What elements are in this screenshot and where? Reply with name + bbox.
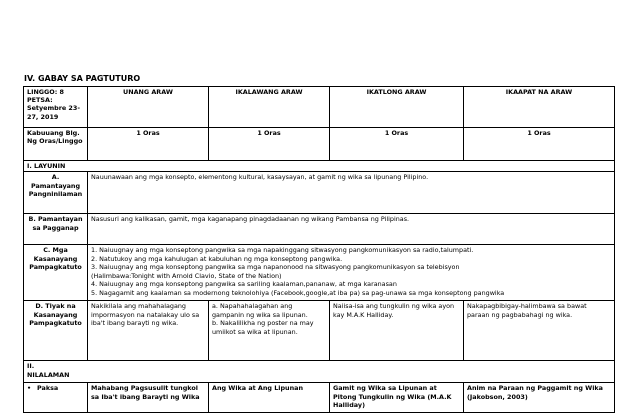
section-title: IV. GABAY SA PAGTUTURO: [24, 74, 141, 83]
date-label: PETSA:: [27, 96, 53, 105]
tiyak-day-2-item-b: b. Nakalilikha ng poster na may umiikot sa wika at lipunan.: [212, 319, 314, 336]
layunin-heading-row: [24, 161, 615, 172]
day-header-2: IKALAWANG ARAW: [209, 87, 330, 128]
week-date-cell: [24, 87, 88, 128]
nilalaman-heading-text: II. NILALAMAN: [27, 362, 70, 379]
date-value: Setyembre 23-27, 2019: [27, 104, 80, 121]
paksa-day-4: Anim na Paraan ng Paggamit ng Wika (Jakobson, 2003): [464, 383, 615, 413]
pamantayang-pangnilalaman-text: Nauunawaan ang mga konsepto, elementong kultural, kasaysayan, at gamit ng wika sa lipunang Pilipino.: [88, 172, 615, 214]
tiyak-day-4: Nakapagbibigay-halimbawa sa bawat paraan ng pagbabahagi ng wika.: [464, 301, 615, 361]
pamantayan-sa-pagganap-row: [24, 214, 615, 245]
day-header-4: IKAAPAT NA ARAW: [464, 87, 615, 128]
paksa-day-2: Ang Wika at Ang Lipunan: [209, 383, 330, 413]
tiyak-day-3: Naiisa-isa ang tungkulin ng wika ayon kay M.A.K Halliday.: [330, 301, 464, 361]
pamantayan-sa-pagganap-label: B. Pamantayan sa Pagganap: [24, 214, 88, 245]
paksa-row: [24, 383, 615, 413]
pamantayang-pangnilalaman-label: A. Pamantayang Pangninilaman: [24, 172, 88, 214]
hours-day-2: 1 Oras: [209, 128, 330, 161]
pamantayan-sa-pagganap-text: Nasusuri ang kalikasan, gamit, mga kaganapang pinagdadaanan ng wikang Pambansa ng Pilipinas.: [88, 214, 615, 245]
tiyak-na-kasanayan-label: D. Tiyak na Kasanayang Pampagkatuto: [24, 301, 88, 361]
paksa-label: Paksa: [37, 384, 59, 393]
nilalaman-heading-row: [24, 361, 615, 383]
hours-day-3: 1 Oras: [330, 128, 464, 161]
hours-day-4: 1 Oras: [464, 128, 615, 161]
day-header-1: UNANG ARAW: [88, 87, 209, 128]
hours-row: [24, 128, 615, 161]
lesson-plan-table: [23, 86, 615, 413]
kasanayang-pampagkatuto-row: [24, 245, 615, 301]
tiyak-day-2: [209, 301, 330, 361]
hours-day-1: 1 Oras: [88, 128, 209, 161]
tiyak-day-1: Nakikilala ang mahahalagang impormasyon na natalakay ulo sa iba't ibang barayti ng wika.: [88, 301, 209, 361]
objective-item: 4. Naiuugnay ang mga konseptong pangwika sa sariling kaalaman,pananaw, at mga karanasan: [91, 280, 397, 289]
objective-item: 5. Nagagamit ang kaalaman sa modernong teknolohiya (Facebook,google,at iba pa) sa pag-unawa sa mga konseptong pangwika: [91, 288, 505, 297]
paksa-day-1: Mahabang Pagsusulit tungkol sa Iba't ibang Barayti ng Wika: [88, 383, 209, 413]
tiyak-na-kasanayan-row: [24, 301, 615, 361]
bullet-icon: •: [27, 384, 32, 393]
kasanayang-pampagkatuto-label: C. Mga Kasanayang Pampagkatuto: [24, 245, 88, 301]
pamantayang-pangnilalaman-row: [24, 172, 615, 214]
paksa-label-cell: [24, 383, 88, 413]
hours-label: Kabuuang Blg. Ng Oras/Linggo: [24, 128, 88, 161]
objective-item: (Halimbawa:Tonight with Arnold Clavio, State of the Nation): [91, 271, 282, 280]
objective-item: 3. Naiuugnay ang mga konseptong pangwika sa mga napanonood na sitwasyong pangkomunikasyon sa telebisyon: [91, 263, 460, 272]
objective-item: 1. Naiuugnay ang mga konseptong pangwika sa mga napakinggang sitwasyong pangkomunikasyon sa radio,talumpati.: [91, 246, 474, 255]
header-row: [24, 87, 615, 128]
objective-item: 2. Natutukoy ang mga kahulugan at kabuluhan ng mga konseptong pangwika.: [91, 254, 343, 263]
kasanayang-pampagkatuto-list: [88, 245, 615, 301]
week-label: LINGGO: 8: [27, 88, 64, 96]
tiyak-day-2-item-a: a. Napahahalagahan ang gampanin ng wika sa lipunan.: [212, 302, 308, 319]
layunin-heading: I. LAYUNIN: [24, 161, 615, 172]
day-header-3: IKATLONG ARAW: [330, 87, 464, 128]
nilalaman-heading: [24, 361, 615, 383]
paksa-day-3: Gamit ng Wika sa Lipunan at Pitong Tungkulin ng Wika (M.A.K Halliday): [330, 383, 464, 413]
